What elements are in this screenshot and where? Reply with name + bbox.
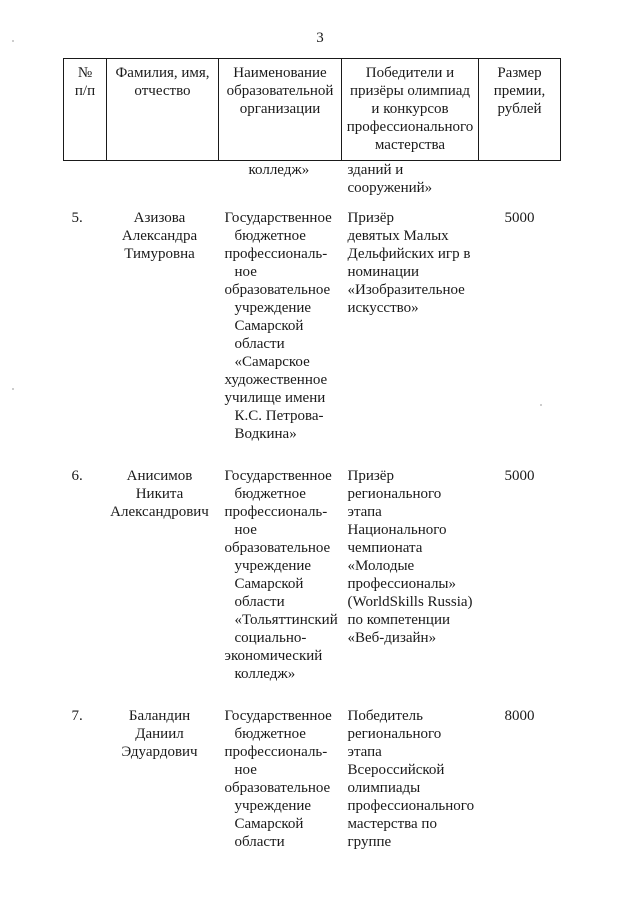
cell-name [107, 161, 219, 210]
winner-line: чемпионата [347, 540, 423, 556]
header-text: призёры олимпиад [349, 83, 471, 99]
org-line: области [234, 834, 285, 850]
cell-number [64, 161, 107, 210]
row-spacer [64, 683, 561, 707]
winner-line: искусство» [347, 300, 419, 316]
cell-winners [342, 161, 479, 210]
cell-prize: 5000 [504, 468, 535, 484]
org-line: учреждение [234, 300, 312, 316]
header-text: мастерства [374, 137, 446, 153]
org-line: бюджетное [234, 726, 306, 742]
org-line: Самарской [234, 576, 304, 592]
name-line: Азизова [133, 210, 186, 226]
winner-line: сооружений» [347, 180, 433, 196]
winner-line: «Веб-дизайн» [347, 630, 437, 646]
org-line: ное [234, 522, 257, 538]
header-text: № [77, 65, 93, 81]
cell-number: 6. [71, 468, 83, 484]
table-header-row [64, 59, 561, 161]
org-line: образовательное [224, 540, 331, 556]
winner-line: Призёр [347, 210, 394, 226]
winner-line: номинации [347, 264, 420, 280]
header-text: рублей [497, 101, 542, 117]
org-line: Самарской [234, 816, 304, 832]
header-text: Победители и [365, 65, 455, 81]
winner-line: Всероссийской [347, 762, 445, 778]
header-text: отчество [134, 83, 191, 99]
header-name [107, 59, 219, 161]
org-line: образовательное [224, 780, 331, 796]
name-line: Александра [121, 228, 198, 244]
winner-line: этапа [347, 504, 382, 520]
org-line: учреждение [234, 558, 312, 574]
org-line: бюджетное [234, 228, 306, 244]
table-row-continuation [64, 161, 561, 210]
org-line: Государственное [224, 708, 332, 724]
org-line: художественное [224, 372, 328, 388]
cell-number: 7. [71, 708, 83, 724]
org-line: «Самарское [234, 354, 310, 370]
org-line: образовательное [224, 282, 331, 298]
row-spacer [64, 443, 561, 467]
header-number [64, 59, 107, 161]
header-organization [219, 59, 342, 161]
table-row [64, 707, 561, 851]
winner-line: по компетенции [347, 612, 451, 628]
header-text: премии, [493, 83, 546, 99]
winner-line: профессионалы» [347, 576, 457, 592]
name-line: Баландин [128, 708, 191, 724]
header-text: п/п [74, 83, 96, 99]
cell-winners [342, 209, 479, 443]
org-line: профессиональ- [224, 504, 328, 520]
winner-line: Призёр [347, 468, 394, 484]
scan-speck [12, 40, 14, 42]
org-line: Государственное [224, 210, 332, 226]
page-number: 3 [316, 30, 324, 46]
winner-line: регионального [347, 486, 442, 502]
header-text: Размер [497, 65, 542, 81]
cell-winners [342, 467, 479, 683]
header-prize [479, 59, 561, 161]
org-line: области [234, 594, 285, 610]
org-line: колледж» [234, 666, 296, 682]
table-row [64, 467, 561, 683]
winner-line: Национального [347, 522, 447, 538]
cell-organization [219, 209, 342, 443]
winner-line: профессионального [347, 798, 475, 814]
winner-line: Дельфийских игр в [347, 246, 471, 262]
org-line: «Тольяттинский [234, 612, 338, 628]
cell-name [107, 209, 219, 443]
cell-organization [219, 161, 342, 210]
header-text: образовательной [226, 83, 334, 99]
name-line: Тимуровна [124, 246, 195, 262]
winner-line: этапа [347, 744, 382, 760]
winner-line: (WorldSkills Russia) [347, 594, 473, 610]
org-line: учреждение [234, 798, 312, 814]
winner-line: группе [347, 834, 392, 850]
name-line: Эдуардович [121, 744, 198, 760]
name-line: Александрович [110, 504, 209, 520]
cell-organization [219, 707, 342, 851]
name-line: Даниил [135, 726, 184, 742]
name-line: Анисимов [126, 468, 193, 484]
awards-table [63, 58, 561, 851]
name-line: Никита [135, 486, 184, 502]
org-line: профессиональ- [224, 246, 328, 262]
org-line: Государственное [224, 468, 332, 484]
table-row [64, 209, 561, 443]
org-line: училище имени [224, 390, 326, 406]
winner-line: «Молодые [347, 558, 415, 574]
winner-line: «Изобразительное [347, 282, 465, 298]
org-line: социально- [234, 630, 307, 646]
org-line: ное [234, 762, 257, 778]
org-line: Водкина» [234, 426, 297, 442]
org-line: бюджетное [234, 486, 306, 502]
org-line: Самарской [234, 318, 304, 334]
header-text: и конкурсов [371, 101, 449, 117]
cell-name [107, 467, 219, 683]
org-line: профессиональ- [224, 744, 328, 760]
cell-prize [479, 161, 561, 210]
header-text: Фамилия, имя, [115, 65, 210, 81]
header-text: Наименование [233, 65, 327, 81]
cell-winners [342, 707, 479, 851]
header-text: профессионального [346, 119, 474, 135]
header-text: организации [239, 101, 321, 117]
scan-speck [12, 388, 14, 390]
cell-number: 5. [71, 210, 83, 226]
cell-prize: 8000 [504, 708, 535, 724]
cell-prize: 5000 [504, 210, 535, 226]
winner-line: мастерства по [347, 816, 437, 832]
org-line: колледж» [248, 162, 310, 178]
org-line: К.С. Петрова- [234, 408, 324, 424]
winner-line: регионального [347, 726, 442, 742]
winner-line: девятых Малых [347, 228, 449, 244]
org-line: экономический [224, 648, 323, 664]
winner-line: Победитель [347, 708, 423, 724]
winner-line: олимпиады [347, 780, 421, 796]
winner-line: зданий и [347, 162, 404, 178]
org-line: ное [234, 264, 257, 280]
cell-organization [219, 467, 342, 683]
header-winners [342, 59, 479, 161]
org-line: области [234, 336, 285, 352]
cell-name [107, 707, 219, 851]
